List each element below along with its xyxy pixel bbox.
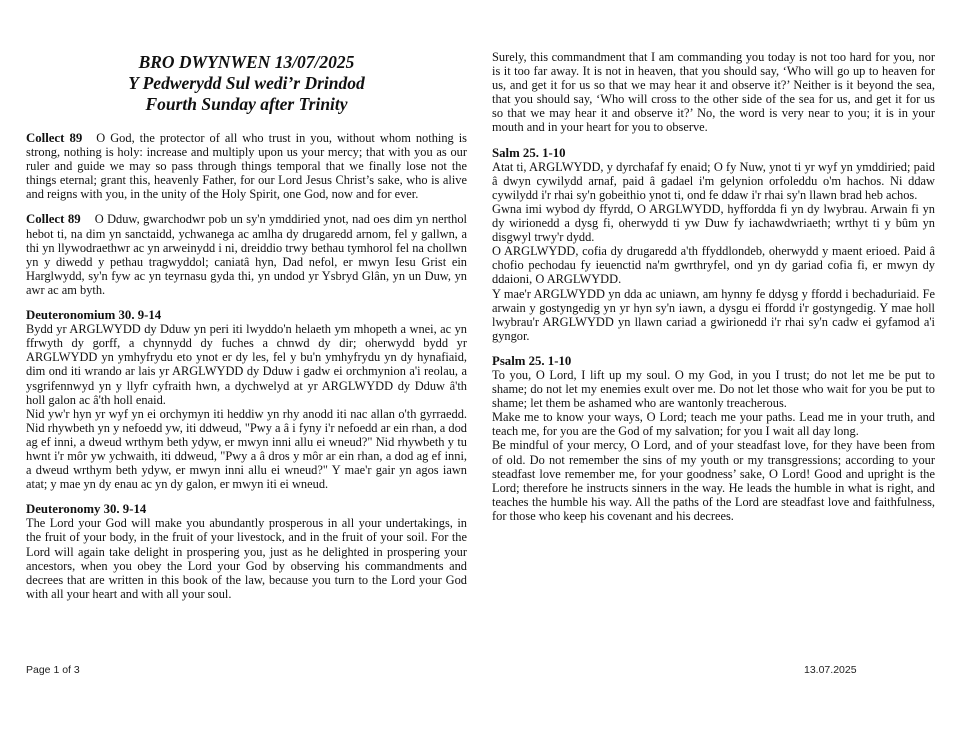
reading-english-title: Deuteronomy 30. 9-14 xyxy=(26,502,147,517)
psalm-welsh-paragraph: Gwna imi wybod dy ffyrdd, O ARGLWYDD, hyfforddа fi yn dy lwybrau. Arwain fi yn dy wirionedd a dysg fi, oherwydd ti yw Duw fy iachawdwriaeth; wrthyt ti y bûm yn disgwyl trwy'r dydd. xyxy=(492,201,935,245)
psalm-welsh-paragraph: Atat ti, ARGLWYDD, y dyrchafaf fy enaid; O fy Nuw, ynot ti yr wyf yn ymddiried; paid â dwyn cywilydd arnaf, paid â gadael i'm gelynion orfoleddu o'm hachos. Ni ddaw cywilydd i'r rhai sy'n gobeithio ynot ti, ond fe ddaw i'r rhai sy'n llawn brad heb achos. xyxy=(492,159,935,202)
reading-english-paragraph: The Lord your God will make you abundantly prosperous in all your undertakings, in the fruit of your body, in the fruit of your livestock, and in the fruit of your soil. For the Lord will again take delight in prospering you, just as he delighted in prospering your ancestors, when you obey the Lord your God by observing his commandments and decrees that are written in this book of the law, because you turn to the Lord your God with all your heart and with all your soul. xyxy=(26,516,467,601)
page-title: BRO DWYNWEN 13/07/2025 xyxy=(138,52,355,72)
psalm-welsh-paragraph: Y mae'r ARGLWYDD yn dda ac uniawn, am hynny fe ddysg y ffordd i bechaduriaid. Fe arwain y gostyngedig yn yr hyn sy'n iawn, a dysgu ei ffordd i'r gostyngedig. Y mae holl lwybrau'r ARGLWYDD yn llawn cariad a gwirionedd i'r rhai sy'n cadw ei gyfamod a'i gyngor. xyxy=(492,286,935,343)
collect-welsh xyxy=(26,212,467,297)
reading-welsh-paragraph: Bydd yr ARGLWYDD dy Dduw yn peri iti lwyddo'n helaeth ym mhopeth a wnei, ac yn ffrwyth dy gorff, a chynnydd dy fuches a chnwd dy dir; oherwydd bydd yr ARGLWYDD yn ymhyfrydu eto ynot er dy les, fel y bu'n ymhyfrydu yn dy hynafiaid, dim ond iti wrando ar lais yr ARGLWYDD dy Dduw i gadw ei orchmynion a'i reolau, a ysgrifennwyd yn y llyfr cyfraith hwn, a dychwelyd at yr ARGLWYDD dy Dduw â'th holl galon ac â'th holl enaid. xyxy=(26,322,467,407)
right-column xyxy=(492,50,935,534)
psalm-welsh-paragraph: O ARGLWYDD, cofia dy drugaredd a'th ffyddlondeb, oherwydd y maent erioed. Paid â chofio pechodau fy ieuenctid na'm gwrthryfel, ond yn dy gariad cofia fi, er mwyn dy ddaioni, O ARGLWYDD. xyxy=(492,244,935,287)
page-subtitle-welsh: Y Pedwerydd Sul wedi’r Drindod xyxy=(128,73,365,93)
reading-welsh-title: Deuteronomium 30. 9-14 xyxy=(26,308,162,323)
psalm-welsh-title: Salm 25. 1-10 xyxy=(492,145,566,160)
collect-english-label: Collect 89 xyxy=(26,131,83,145)
collect-english-text: O God, the protector of all who trust in you, without whom nothing is strong, nothing is holy: increase and multiply upon us your mercy; that with you as our ruler and guide we may so pass through things temporal that we finally lose not the things eternal; grant this, heavenly Father, for our Lord Jesus Christ’s sake, who is alive and reigns with you, in the unity of the Holy Spirit, one God, now and for ever. xyxy=(26,131,467,202)
psalm-english-paragraph: Be mindful of your mercy, O Lord, and of your steadfast love, for they have been from of old. Do not remember the sins of my youth or my transgressions; according to your steadfast love remember me, for your goodness’ sake, O Lord! Good and upright is the Lord; therefore he instructs sinners in the way. He leads the humble in what is right, and teaches the humble his way. All the paths of the Lord are steadfast love and faithfulness, for those who keep his covenant and his decrees. xyxy=(492,438,935,523)
psalm-english-paragraph: To you, O Lord, I lift up my soul. O my God, in you I trust; do not let me be put to shame; do not let my enemies exult over me. Do not let those who wait for you be put to shame; let them be ashamed who are wantonly treacherous. xyxy=(492,367,935,411)
psalm-welsh xyxy=(492,146,935,343)
reading-welsh-paragraph: Nid yw'r hyn yr wyf yn ei orchymyn iti heddiw yn rhy anodd iti nac allan o'th gyrraedd. Nid rhywbeth yn y nefoedd yw, iti ddweud, "Pwy a â i fyny i'r nefoedd ar ein rhan, a dod ag ef inni, a dweud wrthym beth ydyw, er mwyn inni allu ei wneud?" Nid rhywbeth y tu hwnt i'r môr yw ychwaith, iti ddweud, "Pwy a â dros y môr ar ein rhan, a dod ag ef inni, a dweud wrthym beth ydyw, er mwyn inni allu ei wneud?" Y mae'r gair yn agos iawn atat; y mae yn dy enau ac yn dy galon, er mwyn iti ei wneud. xyxy=(26,406,467,492)
psalm-english-paragraph: Make me to know your ways, O Lord; teach me your paths. Lead me in your truth, and teach me, for you are the God of my salvation; for you I wait all day long. xyxy=(492,410,935,439)
collect-english xyxy=(26,131,467,201)
reading-english xyxy=(26,502,467,601)
left-column xyxy=(26,48,467,612)
collect-welsh-text: O Dduw, gwarchodwr pob un sy'n ymddiried ynot, nad oes dim yn nerthol hebot ti, na dim yn sanctaidd, ychwanega ac amlha dy drugaredd arnom, fel y gallwn, a thi yn llywodraethwr ac yn arweinydd i ni, dreiddio trwy bethau tymhorol fel na chollwn yn y diwedd y pethau tragwyddol; caniatâ hyn, Dad nefol, er mwyn Iesu Grist ein Harglwydd, sy'n fyw ac yn teyrnasu gyda thi, yn undod yr Ysbryd Glân, yn un Duw, yn awr ac am byth. xyxy=(26,212,467,297)
reading-english-paragraph: Surely, this commandment that I am commanding you today is not too hard for you, nor is it too far away. It is not in heaven, that you should say, ‘Who will go up to heaven for us, and get it for us so that we may hear it and observe it?’ Neither is it beyond the sea, that you should say, ‘Who will cross to the other side of the sea for us, and get it for us so that we may hear it and observe it?’ No, the word is very near to you; it is in your mouth and in your heart for you to observe. xyxy=(492,50,935,135)
page-number: Page 1 of 3 xyxy=(26,664,80,676)
reading-welsh xyxy=(26,308,467,491)
psalm-english xyxy=(492,354,935,523)
footer-date: 13.07.2025 xyxy=(804,664,857,676)
psalm-english-title: Psalm 25. 1-10 xyxy=(492,353,572,368)
collect-welsh-label: Collect 89 xyxy=(26,212,81,227)
page-subtitle-english: Fourth Sunday after Trinity xyxy=(145,94,348,114)
page-title-block xyxy=(26,52,467,115)
reading-english-continued xyxy=(492,50,935,135)
